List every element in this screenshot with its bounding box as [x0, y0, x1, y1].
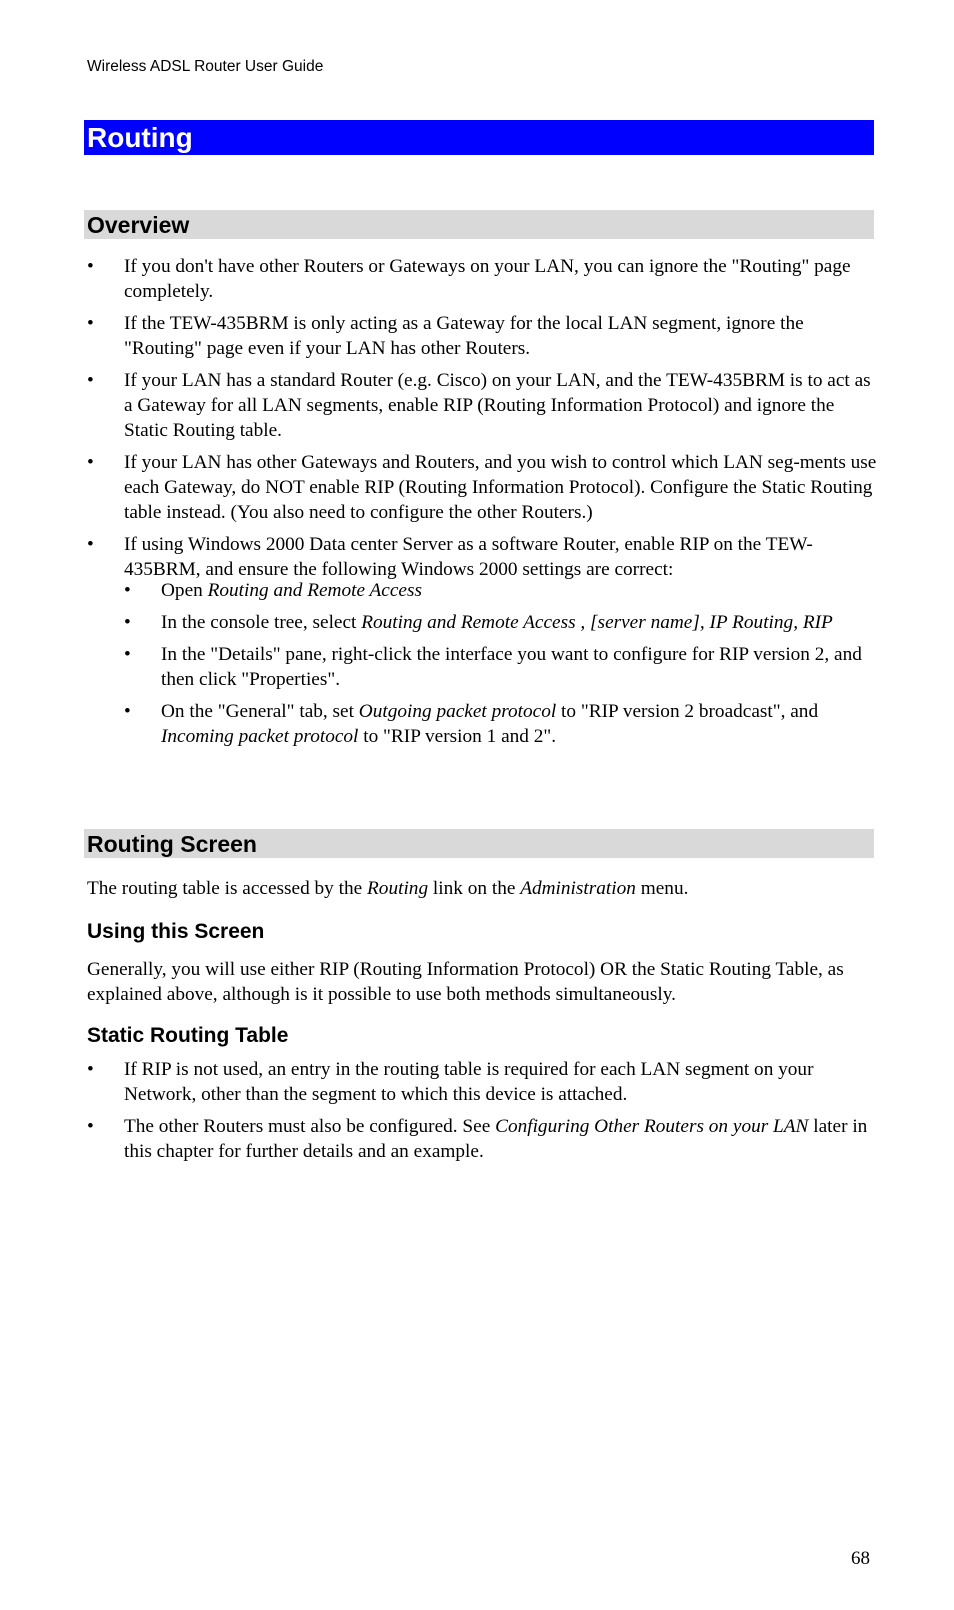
- routing-screen-intro: The routing table is accessed by the Routing link on the Administration menu.: [87, 878, 689, 899]
- static-table-heading: Static Routing Table: [87, 1024, 289, 1047]
- list-item: • In the "Details" pane, right-click the interface you want to configure for RIP version 2, and then click "Properties".: [87, 642, 879, 692]
- chapter-title: Routing: [84, 120, 874, 155]
- list-item: • If you don't have other Routers or Gateways on your LAN, you can ignore the "Routing" page completely.: [87, 254, 879, 304]
- list-item: • If using Windows 2000 Data center Server as a software Router, enable RIP on the TEW-435BRM, and ensure the following Windows 2000 settings are correct:: [87, 532, 879, 582]
- list-item: • In the console tree, select Routing and Remote Access , [server name], IP Routing, RIP: [87, 610, 879, 635]
- list-item: • If your LAN has a standard Router (e.g. Cisco) on your LAN, and the TEW-435BRM is to act as a Gateway for all LAN segments, enable RIP (Routing Information Protocol) and ignore the Static Routing table.: [87, 368, 879, 443]
- static-table-list: [87, 1057, 879, 1171]
- list-item: • The other Routers must also be configured. See Configuring Other Routers on your LAN later in this chapter for further details and an example.: [87, 1114, 879, 1164]
- routing-screen-heading: Routing Screen: [84, 829, 874, 858]
- overview-heading: Overview: [84, 210, 874, 239]
- list-item: • Open Routing and Remote Access: [87, 578, 879, 603]
- list-item: • On the "General" tab, set Outgoing packet protocol to "RIP version 2 broadcast", and Incoming packet protocol to "RIP version 1 and 2".: [87, 699, 879, 749]
- overview-list: [87, 254, 879, 589]
- page-number: 68: [851, 1548, 870, 1569]
- list-item: • If your LAN has other Gateways and Routers, and you wish to control which LAN seg-ments use each Gateway, do NOT enable RIP (Routing Information Protocol). Configure the Static Routing table instead. (You also need to configure the other Routers.): [87, 450, 879, 525]
- windows-settings-list: [87, 578, 879, 756]
- list-item: • If the TEW-435BRM is only acting as a Gateway for the local LAN segment, ignore the "Routing" page even if your LAN has other Routers.: [87, 311, 879, 361]
- using-screen-text: Generally, you will use either RIP (Routing Information Protocol) OR the Static Routing Table, as explained above, although is it possible to use both methods simultaneously.: [87, 959, 844, 1005]
- list-item: • If RIP is not used, an entry in the routing table is required for each LAN segment on your Network, other than the segment to which this device is attached.: [87, 1057, 879, 1107]
- running-header: Wireless ADSL Router User Guide: [87, 58, 324, 75]
- using-screen-heading: Using this Screen: [87, 920, 265, 943]
